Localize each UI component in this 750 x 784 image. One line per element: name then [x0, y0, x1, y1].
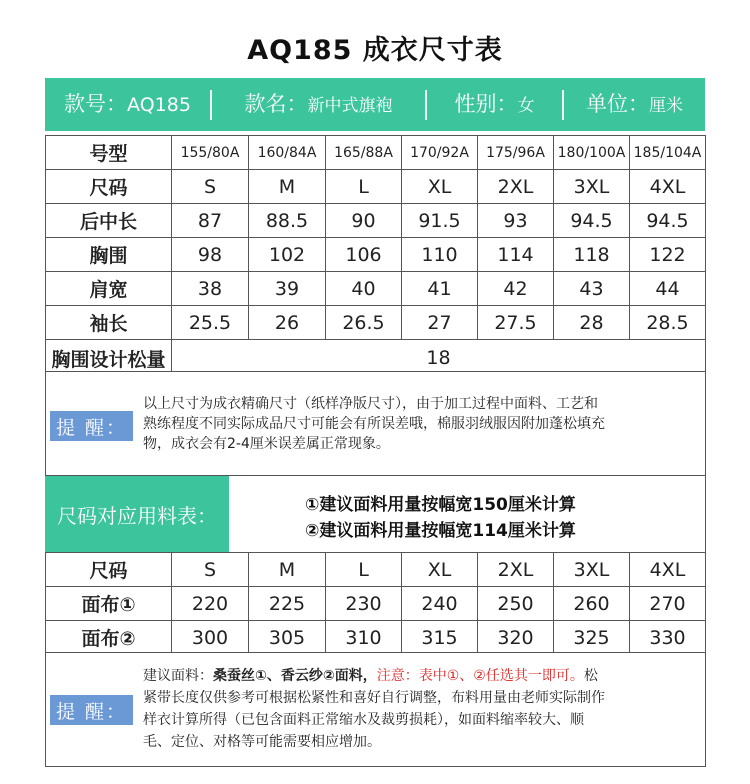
table-cell: 114: [478, 238, 554, 272]
table-cell: M: [249, 553, 326, 587]
row-label: 袖长: [46, 306, 172, 340]
table-cell: 330: [630, 621, 706, 655]
style-no-label: 款号：: [64, 92, 128, 116]
table-cell: 39: [249, 272, 326, 306]
divider: [210, 90, 212, 120]
tip-label: 提 醒：: [50, 695, 133, 725]
size-cell: 185/104A: [630, 136, 706, 170]
table-cell: 110: [402, 238, 478, 272]
fabric-section-label: 尺码对应用料表：: [45, 476, 229, 552]
table-row: [46, 136, 706, 170]
table-cell: 230: [326, 587, 402, 621]
table-row: [46, 272, 706, 306]
table-cell: S: [172, 170, 249, 204]
divider: [562, 90, 564, 120]
tip-line: 紧带长度仅供参考可根据松紧性和喜好自行调整，布料用量由老师实际制作: [143, 690, 605, 706]
row-label: 尺码: [46, 553, 172, 587]
size-table: [45, 135, 706, 377]
table-cell: 250: [478, 587, 554, 621]
table-cell: 4XL: [630, 170, 706, 204]
tip-box-fabric: [45, 652, 706, 767]
style-no-value: AQ185: [127, 94, 191, 116]
table-row: [46, 553, 706, 587]
unit: [564, 78, 705, 131]
table-cell: 87: [172, 204, 249, 238]
style-name: [212, 78, 425, 131]
tip-line: 以上尺寸为成衣精确尺寸（纸样净版尺寸），由于加工过程中面料、工艺和: [143, 396, 598, 412]
gender-value: 女: [517, 96, 535, 116]
tip-segment: 建议面料：: [143, 668, 213, 684]
table-cell: 260: [554, 587, 630, 621]
row-label: 肩宽: [46, 272, 172, 306]
tip-line: 毛、定位、对格等可能需要相应增加。: [143, 734, 381, 750]
table-cell: L: [326, 170, 402, 204]
tip-text: [143, 394, 703, 454]
table-cell: 26.5: [326, 306, 402, 340]
tip-label: 提 醒：: [50, 411, 133, 441]
table-cell: 2XL: [478, 170, 554, 204]
tip-box-sizing: [45, 371, 706, 476]
fabric-table: [45, 552, 706, 655]
style-name-label: 款名：: [244, 92, 308, 116]
gender-label: 性别：: [454, 92, 518, 116]
table-cell: 44: [630, 272, 706, 306]
table-cell: 98: [172, 238, 249, 272]
product-info-bar: [45, 78, 705, 131]
row-label: 号型: [46, 136, 172, 170]
table-cell: 91.5: [402, 204, 478, 238]
table-cell: 93: [478, 204, 554, 238]
tip-warning: 注意：表中①、②任选其一即可。: [376, 668, 584, 684]
table-row: [46, 238, 706, 272]
row-label: 胸围: [46, 238, 172, 272]
unit-label: 单位：: [586, 92, 649, 116]
table-cell: 25.5: [172, 306, 249, 340]
size-cell: 160/84A: [249, 136, 326, 170]
table-cell: XL: [402, 170, 478, 204]
row-label: 面布②: [46, 621, 172, 655]
size-cell: 180/100A: [554, 136, 630, 170]
table-cell: 240: [402, 587, 478, 621]
tip-line: 样衣计算所得（已包含面料正常缩水及裁剪损耗），如面料缩率较大、顺: [143, 712, 584, 728]
row-label: 尺码: [46, 170, 172, 204]
table-cell: 40: [326, 272, 402, 306]
table-cell: 106: [326, 238, 402, 272]
table-cell: 26: [249, 306, 326, 340]
table-cell: 43: [554, 272, 630, 306]
table-row: [46, 170, 706, 204]
table-cell: 88.5: [249, 204, 326, 238]
size-cell: 170/92A: [402, 136, 478, 170]
style-no: [45, 78, 210, 131]
unit-value: 厘米: [649, 96, 683, 116]
size-cell: 155/80A: [172, 136, 249, 170]
table-cell: 27: [402, 306, 478, 340]
table-cell: 122: [630, 238, 706, 272]
table-cell: 28: [554, 306, 630, 340]
table-cell: 90: [326, 204, 402, 238]
table-cell: L: [326, 553, 402, 587]
table-cell: 2XL: [478, 553, 554, 587]
divider: [425, 90, 427, 120]
table-cell: 3XL: [554, 170, 630, 204]
table-cell: 220: [172, 587, 249, 621]
table-row: [46, 621, 706, 655]
table-cell: 118: [554, 238, 630, 272]
tip-segment: 松: [583, 668, 598, 684]
size-cell: 175/96A: [478, 136, 554, 170]
table-cell: 325: [554, 621, 630, 655]
table-row: [46, 204, 706, 238]
table-cell: 102: [249, 238, 326, 272]
fabric-width-note-2: ②建议面料用量按幅宽114厘米计算: [305, 521, 576, 541]
tip-line: 熟练程度不同实际成品尺寸可能会有所误差哦，棉服羽绒服因附加蓬松填充: [143, 416, 605, 432]
table-cell: 4XL: [630, 553, 706, 587]
fabric-width-note-1: ①建议面料用量按幅宽150厘米计算: [305, 495, 576, 515]
table-cell: 27.5: [478, 306, 554, 340]
table-cell: 41: [402, 272, 478, 306]
table-cell: 28.5: [630, 306, 706, 340]
page-title: AQ185 成衣尺寸表: [247, 35, 503, 66]
table-cell: 38: [172, 272, 249, 306]
table-cell: 94.5: [630, 204, 706, 238]
table-cell: 3XL: [554, 553, 630, 587]
ease-label: 胸围设计松量: [46, 340, 172, 377]
table-cell: 310: [326, 621, 402, 655]
table-cell: 42: [478, 272, 554, 306]
table-cell: 315: [402, 621, 478, 655]
gender: [427, 78, 562, 131]
ease-value: 18: [172, 340, 706, 377]
tip-line: [143, 665, 703, 687]
table-cell: 94.5: [554, 204, 630, 238]
table-cell: 225: [249, 587, 326, 621]
tip-fabric-names: 桑蚕丝①、香云纱②面料，: [213, 668, 377, 684]
table-row: [46, 587, 706, 621]
table-cell: S: [172, 553, 249, 587]
tip-line: 物，成衣会有2-4厘米误差属正常现象。: [143, 436, 390, 452]
style-name-value: 新中式旗袍: [307, 96, 393, 116]
tip-text: [143, 665, 703, 753]
table-cell: 270: [630, 587, 706, 621]
table-row: [46, 306, 706, 340]
size-cell: 165/88A: [326, 136, 402, 170]
table-cell: 305: [249, 621, 326, 655]
table-cell: M: [249, 170, 326, 204]
table-cell: 300: [172, 621, 249, 655]
table-cell: XL: [402, 553, 478, 587]
table-cell: 320: [478, 621, 554, 655]
row-label: 面布①: [46, 587, 172, 621]
row-label: 后中长: [46, 204, 172, 238]
